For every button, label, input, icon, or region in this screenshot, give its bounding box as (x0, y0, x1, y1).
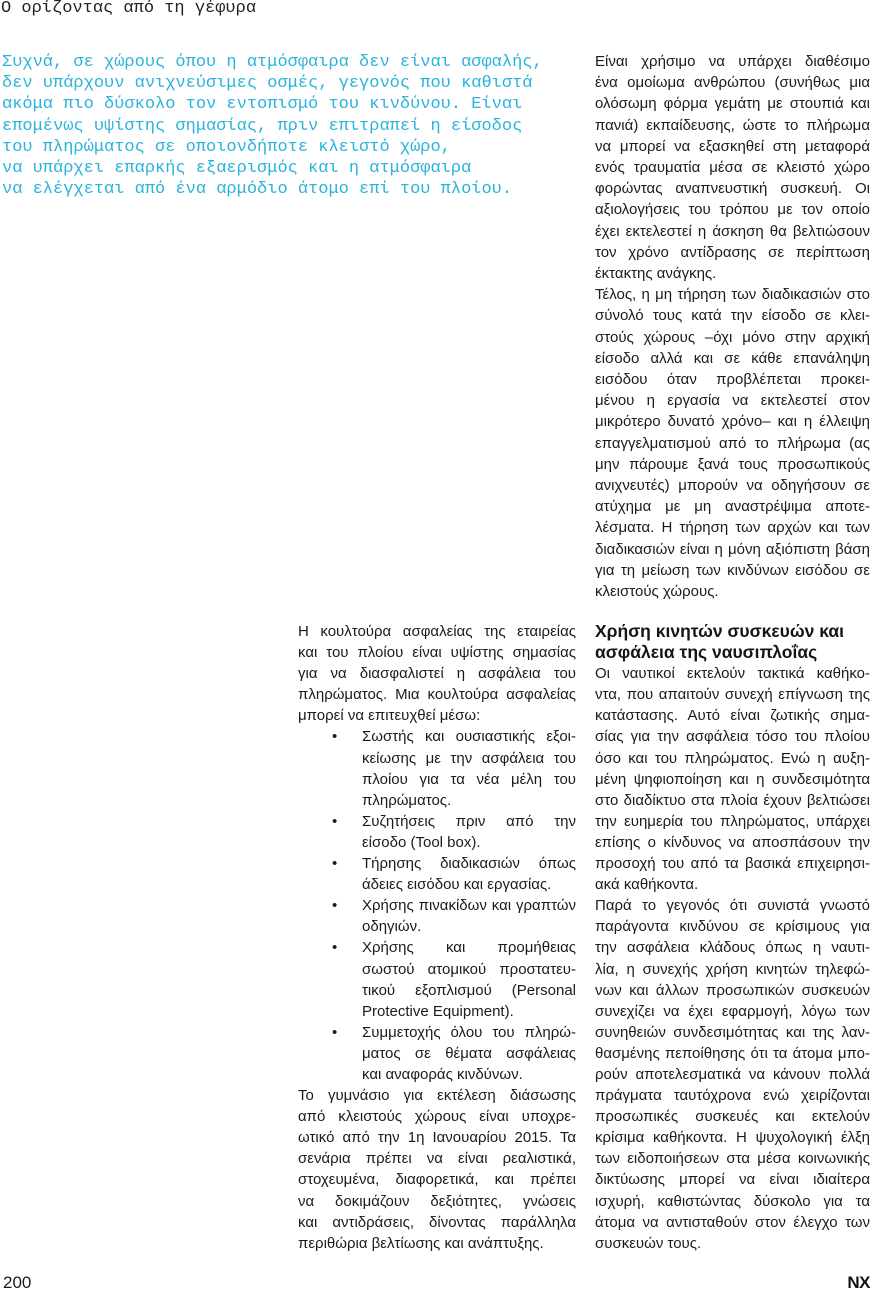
text-line: περιθώρια βελτίωσης και ανάπτυξης. (298, 1234, 544, 1252)
text-line: και αναφοράς κινδύνων. (362, 1065, 523, 1083)
page-number: 200 (3, 1273, 32, 1292)
text-line: εισόδου όταν προβλέπεται προκει- (595, 371, 870, 389)
running-head: Ο ορίζοντας από τη γέφυρα (1, 0, 257, 18)
text-line: κλειστούς χώρους. (595, 583, 719, 601)
text-line: τικού εξοπλισμού (Personal (362, 981, 576, 999)
list-item (298, 895, 576, 937)
text-line: στο διαδίκτυο στα πλοία έχουν βελτιώσει (595, 791, 870, 809)
text-line: φορώντας αναπνευστική συσκευή. Οι (595, 180, 870, 198)
section-mobile-devices (595, 621, 870, 1254)
text-line: να μπορεί να εξασκηθεί στη μεταφορά (595, 137, 870, 155)
list-item-text (362, 811, 576, 853)
text-line: την ασφάλεια κλάδους όπως η ναυτι- (595, 939, 870, 957)
pull-quote-line: δεν υπάρχουν ανιχνεύσιμες οσμές, γεγονός που καθιστά (2, 74, 533, 94)
list-item-text (362, 895, 576, 937)
text-line: ρούν αποτελεσματικά να κάνουν πολλά (595, 1065, 870, 1083)
text-line: των ειδοποιήσεων στα μέσα κοινωνικής (595, 1150, 870, 1168)
text-line: ντα, που απαιτούν συνεχή επίγνωση της (595, 686, 870, 704)
text-line: οδηγιών. (362, 918, 422, 936)
text-line: Η κουλτούρα ασφαλείας της εταιρείας (298, 623, 576, 640)
text-line: Protective Equipment). (362, 1002, 514, 1020)
text-line: έχει εκτελεστεί η άσκηση θα βελτιώσουν (595, 222, 870, 240)
text-line: άτομα να αντισταθούν στον έλεγχο των (595, 1213, 870, 1231)
text-line: Συμμετοχής όλου του πληρώ- (362, 1023, 576, 1041)
text-line: πλοίου για τα νέα μέλη του (362, 770, 576, 788)
text-line: και αντιδράσεις, δίνοντας παράλληλα (298, 1213, 576, 1231)
text-line: νων και άλλων προσωπικών συσκευών (595, 981, 870, 999)
text-line: έκτακτης ανάγκης. (595, 265, 717, 283)
text-line: Χρήσης πινακίδων και γραπτών (362, 897, 576, 915)
pull-quote-line: ακόμα πιο δύσκολο τον εντοπισμό του κινδύνου. Είναι (2, 95, 523, 115)
text-line: για να διασφαλιστεί η ασφάλεια του (298, 665, 576, 683)
bullet-icon: • (332, 939, 338, 957)
pull-quote-line: να ελέγχεται από ένα αρμόδιο άτομο επί του πλοίου. (2, 180, 513, 200)
text-line: από κλειστούς χώρους είναι υποχρε- (298, 1108, 576, 1126)
text-line: επίσης ο κίνδυνος να αποσπάσουν την (595, 833, 870, 851)
paragraph (595, 663, 870, 895)
text-line: για τη μείωση των κινδύνων εισόδου σε (595, 561, 870, 579)
text-line: ακά καθήκοντα. (595, 876, 699, 894)
text-line: σενάρια πρέπει να είναι ρεαλιστικά, (298, 1150, 576, 1168)
text-line: τον χρόνο αντίδρασης σε περίπτωση (595, 243, 870, 261)
list-item (298, 811, 576, 853)
text-line: παράγοντα κινδύνου σε κρίσιμους για (595, 918, 870, 936)
text-line: και του πλοίου είναι υψίστης σημασίας (298, 644, 576, 662)
bullet-icon: • (332, 812, 338, 830)
list-item-text (362, 853, 576, 895)
text-line: Τήρησης διαδικασιών όπως (362, 855, 576, 873)
text-line: στοχευμένα, διαφορετικά, και πρέπει (298, 1171, 576, 1189)
pull-quote-line: να υπάρχει επαρκής εξαερισμός και η ατμόσφαιρα (2, 159, 472, 179)
intro-paragraph (298, 621, 576, 726)
text-line: να δοκιμάζουν δεξιότητες, γνώσεις (298, 1192, 576, 1210)
paragraph (595, 284, 870, 602)
text-line: Σωστής και ουσιαστικής εξοι- (362, 728, 576, 746)
closing-paragraph (298, 1085, 576, 1254)
safety-culture-list (298, 726, 576, 1085)
list-item-text (362, 1022, 576, 1085)
text-line: θασμένης πεποίθησης ότι τα άτομα μπο- (595, 1044, 870, 1062)
section-body (595, 663, 870, 1254)
text-line: ατύχημα με μη αναστρέψιμα αποτε- (595, 498, 870, 516)
text-line: είσοδο αλλά και σε κάθε επανάληψη (595, 349, 870, 367)
text-line: την ευημερία του πληρώματος, υπάρχει (595, 812, 870, 830)
text-line: πράγματα ταυτόχρονα ενώ χειρίζονται (595, 1087, 870, 1105)
heading-line: ασφάλεια της ναυσιπλοΐας (595, 642, 818, 663)
text-line: ματος σε θέματα ασφάλειας (362, 1044, 576, 1062)
text-line: αξιολογήσεις του τρόπου με τον οποίο (595, 201, 870, 219)
list-item-text (362, 726, 576, 810)
list-item (298, 726, 576, 810)
text-line: Χρήσης και προμήθειας (362, 939, 576, 957)
text-line: δικτύωσης μπορεί να είναι ιδιαίτερα (595, 1171, 870, 1189)
bullet-icon: • (332, 897, 338, 915)
text-line: κατάστασης. Αυτό είναι ζωτικής σημα- (595, 707, 870, 725)
text-line: Είναι χρήσιμο να υπάρχει διαθέσιμο (595, 53, 870, 70)
bullet-icon: • (332, 1023, 338, 1041)
text-line: άδειες εισόδου και εργασίας. (362, 876, 552, 894)
text-line: διαδικασιών είναι η μόνη αξιόπιστη βάση (595, 540, 870, 558)
heading-line: Χρήση κινητών συσκευών και (595, 621, 845, 641)
list-item-text (362, 937, 576, 1021)
text-line: πληρώματος. (362, 791, 452, 809)
text-line: μην πάρουμε ξανά τους προσωπικούς (595, 455, 870, 473)
text-line: λία, η συνεχής χρήση κινητών τηλεφώ- (595, 960, 870, 978)
text-line: κρίσιμα καθήκοντα. Η ψυχολογική έλξη (595, 1129, 870, 1147)
text-line: ένα ομοίωμα ανθρώπου (συνήθως μια (595, 74, 870, 92)
pull-quote-line: του πληρώματος σε οποιονδήποτε κλειστό χώρο, (2, 137, 451, 157)
list-item (298, 1022, 576, 1085)
list-item (298, 937, 576, 1021)
text-line: Συζητήσεις πριν από την (362, 812, 576, 830)
middle-column-text (298, 621, 576, 1254)
text-line: λέσματα. Η τήρηση των αρχών και των (595, 519, 870, 537)
text-line: ισχυρή, καθιστώντας δύσκολο για τα (595, 1192, 870, 1210)
text-line: Τέλος, η μη τήρηση των διαδικασιών στο (595, 286, 870, 304)
text-line: ενός τραυματία μέσα σε κλειστό χώρο (595, 159, 870, 177)
text-line: προσωπικές συσκευές και εκτελούν (595, 1108, 870, 1126)
text-line: ολόσωμη φόρμα γεμάτη με στουπιά και (595, 95, 870, 113)
bullet-icon: • (332, 855, 338, 873)
text-line: μένου η εργασία να εκτελεστεί στον (595, 392, 870, 410)
list-item (298, 853, 576, 895)
text-line: Οι ναυτικοί εκτελούν τακτικά καθήκο- (595, 665, 870, 683)
text-line: επαγγελματισμού από το πλήρωμα (ας (595, 434, 870, 452)
text-line: πανιά) εκπαίδευσης, ώστε το πλήρωμα (595, 116, 870, 134)
text-line: σωστού ατομικού προστατευ- (362, 960, 576, 978)
text-line: όσο και του πληρώματος. Ενώ η αυξη- (595, 749, 870, 767)
text-line: είσοδο (Tool box). (362, 833, 481, 851)
text-line: μικρότερο δυνατό χρόνο– και η έλλειψη (595, 413, 870, 431)
pull-quote-line: επομένως υψίστης σημασίας, πριν επιτραπεί η είσοδος (2, 116, 523, 136)
text-line: ανιχνευτές) μπορούν να οδηγήσουν σε (595, 477, 870, 495)
text-line: μένη ψηφιοποίηση και η συνδεσιμότητα (595, 770, 870, 788)
pull-quote (2, 52, 562, 200)
text-line: στούς χώρους –όχι μόνο στην αρχική (595, 328, 870, 346)
text-line: ωτικό από την 1η Ιανουαρίου 2015. Τα (298, 1129, 576, 1147)
text-line: προσοχή του από τα βασικά επιχειρησι- (595, 855, 870, 873)
text-line: συνηθειών συνδεσιμότητας και της λαν- (595, 1023, 870, 1041)
text-line: συσκευών τους. (595, 1234, 702, 1252)
text-line: συνεχίζει να έχει εφαρμογή, λόγω των (595, 1002, 870, 1020)
paragraph (595, 895, 870, 1254)
text-line: Παρά το γεγονός ότι συνιστά γνωστό (595, 897, 870, 915)
paragraph (595, 51, 870, 284)
section-heading (595, 621, 870, 663)
text-line: μπορεί να επιτευχθεί μέσω: (298, 707, 481, 725)
pull-quote-line: Συχνά, σε χώρους όπου η ατμόσφαιρα δεν είναι ασφαλής, (2, 53, 543, 72)
text-line: σύνολό τους κατά την είσοδο σε κλει- (595, 307, 870, 325)
publication-logo: NX (847, 1273, 870, 1292)
right-column-text (595, 51, 870, 602)
bullet-icon: • (332, 728, 338, 746)
text-line: κείωσης με την ασφάλεια του (362, 749, 576, 767)
text-line: πληρώματος. Μια κουλτούρα ασφαλείας (298, 686, 576, 704)
text-line: Το γυμνάσιο για εκτέλεση διάσωσης (298, 1087, 576, 1105)
text-line: σίας για την ασφάλεια τόσο του πλοίου (595, 728, 870, 746)
